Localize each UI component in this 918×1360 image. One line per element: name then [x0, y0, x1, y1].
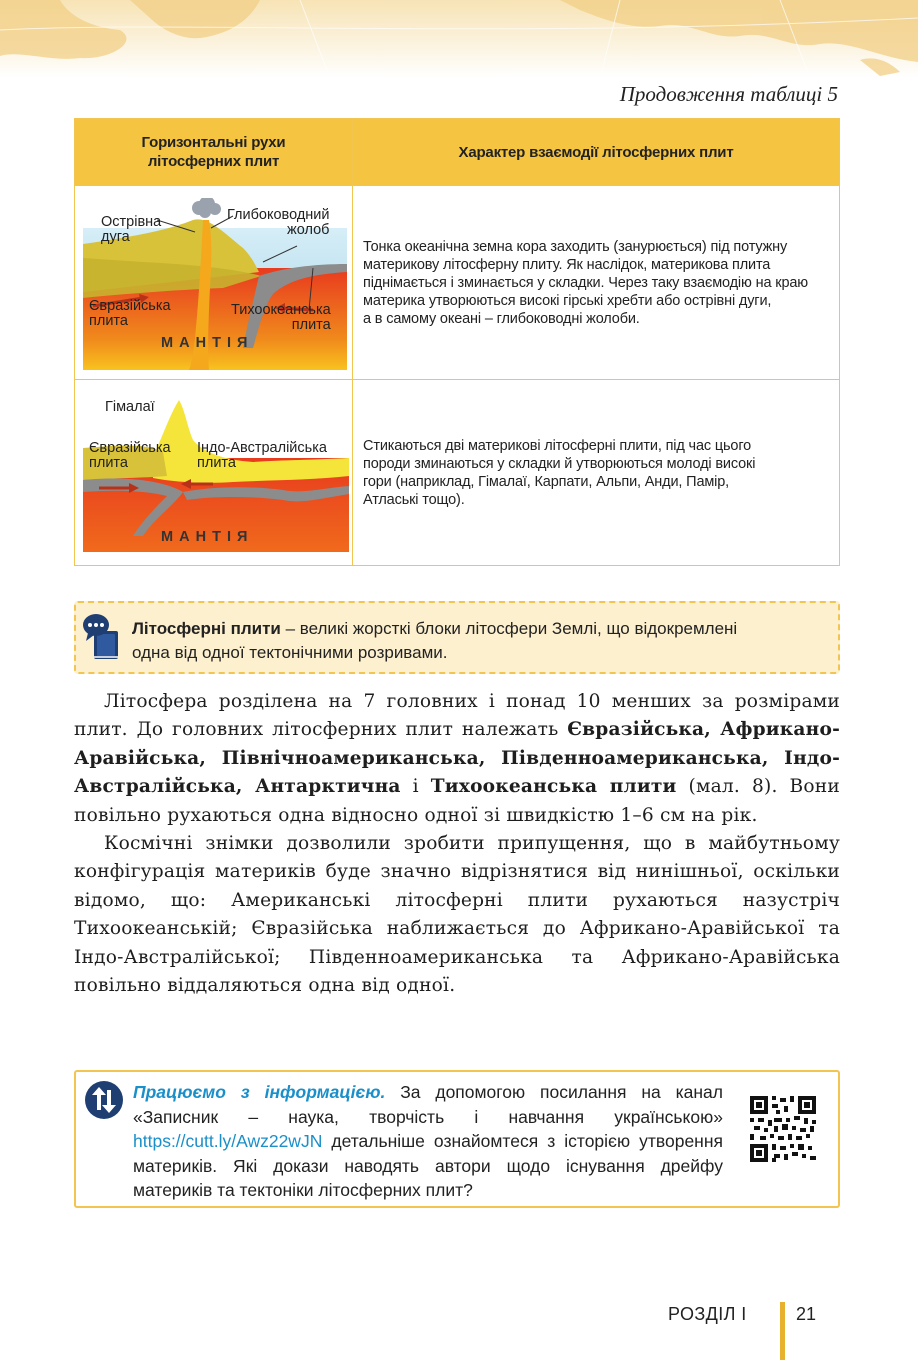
label-eurasian-plate: Євразійська плита: [89, 440, 171, 471]
plate-movements-table: [74, 118, 840, 566]
paragraph-text: (мал. 8). Вони повільно рухаються одна відносно одної зі швидкістю 1–6 см на рік.: [74, 776, 840, 826]
chat-book-icon: [82, 611, 122, 661]
column-header-movements-line1: Горизонтальні рухи: [141, 134, 286, 151]
label-deep-trench: Глибоководний жолоб: [227, 207, 330, 238]
collision-diagram-cell: [75, 380, 353, 566]
description-line: материка утворюються високі гірські хребти або острівні дуги,: [363, 292, 772, 309]
body-text: [74, 688, 840, 1000]
label-pacific-plate: Тихоокеанська плита: [231, 302, 331, 333]
subduction-description: [353, 186, 840, 380]
info-box: [74, 1070, 840, 1208]
definition-line2: одна від одної тектонічними розривами.: [132, 643, 448, 662]
info-text: [133, 1080, 723, 1203]
paragraph-text: і: [400, 776, 431, 798]
info-body: За допомогою посилання на канал «Записник – наука, творчість і навчання українською»: [133, 1082, 723, 1127]
description-line: піднімається і зминається у складки. Через таку взаємодію на краю: [363, 274, 808, 291]
description-line: Атлаські тощо).: [363, 491, 465, 508]
qr-code[interactable]: [750, 1096, 816, 1162]
label-island-arc: Острівна дуга: [101, 214, 162, 245]
major-plates-list: Євразійська, Африкано-Аравійська, Північноамериканська, Південноамериканська, Індо-Австралійська, Антарктична: [74, 719, 840, 798]
footer-divider: [780, 1302, 785, 1360]
subduction-diagram-cell: [75, 186, 353, 380]
arrows-exchange-icon: [84, 1080, 124, 1120]
table-continuation-caption: Продовження таблиці 5: [619, 82, 838, 106]
description-line: гори (наприклад, Гімалаї, Карпати, Альпи, Анди, Памір,: [363, 473, 730, 490]
definition-box: [74, 601, 840, 674]
description-line: Тонка океанічна земна кора заходить (занурюється) під потужну: [363, 238, 788, 255]
description-line: Стикаються дві материкові літосферні плити, під час цього: [363, 437, 752, 454]
header-map-decoration: [0, 0, 918, 78]
table-row: [75, 186, 840, 380]
label-mantle: М А Н Т І Я: [161, 529, 249, 545]
description-line: материкову літосферну плиту. Як наслідок, материкова плита: [363, 256, 771, 273]
description-line: а в самому океані – глибоководні жолоби.: [363, 310, 640, 327]
label-indo-australian-plate: Індо-Австралійська плита: [197, 440, 327, 471]
pacific-plate-term: Тихоокеанська плити: [430, 776, 677, 798]
label-mantle: М А Н Т І Я: [161, 335, 249, 351]
description-line: породи зминаються у складки й утворюються молоді високі: [363, 455, 756, 472]
collision-description: [353, 380, 840, 566]
page-number: 21: [796, 1304, 817, 1324]
definition-term: Літосферні плити: [132, 619, 281, 638]
label-eurasian-plate: Євразійська плита: [89, 298, 171, 329]
info-lead: Працюємо з інформацією.: [133, 1082, 386, 1102]
definition-line1: – великі жорсткі блоки літосфери Землі, що відокремлені: [280, 619, 738, 638]
table-header-row: [75, 119, 840, 186]
paragraph-plates: [74, 688, 840, 830]
paragraph-text: Літосфера розділена на 7 головних і понад 10 менших за розмірами плит. До головних літосферних плит належать: [74, 691, 840, 741]
footer-section-label: РОЗДІЛ І: [668, 1304, 747, 1324]
table-row: [75, 380, 840, 566]
info-link[interactable]: https://cutt.ly/Awz22wJN: [133, 1131, 323, 1151]
paragraph-future: Космічні знімки дозволили зробити припущення, що в майбутньому конфігурація материків буде значно відрізнятися від нинішньої, оскільки відомо, що: Американські літосферні плити рухаються назустріч Тихоокеанській; Євразійська наближається до Африкано-Аравійської та Індо-Австралійської; Південноамериканська та Африкано-Аравійська повільно віддаляються одна від одної.: [74, 833, 840, 997]
info-body: детальніше ознайомтеся з історією утворення материків. Які докази наводять автори щодо існування дрейфу материків та тектоніки літосферних плит?: [133, 1131, 723, 1200]
column-header-movements-line2: літосферних плит: [147, 153, 280, 170]
label-himalaya: Гімалаї: [105, 399, 155, 415]
column-header-interaction: Характер взаємодії літосферних плит: [353, 119, 840, 186]
definition-text: [132, 617, 832, 665]
column-header-movements: [75, 119, 353, 186]
